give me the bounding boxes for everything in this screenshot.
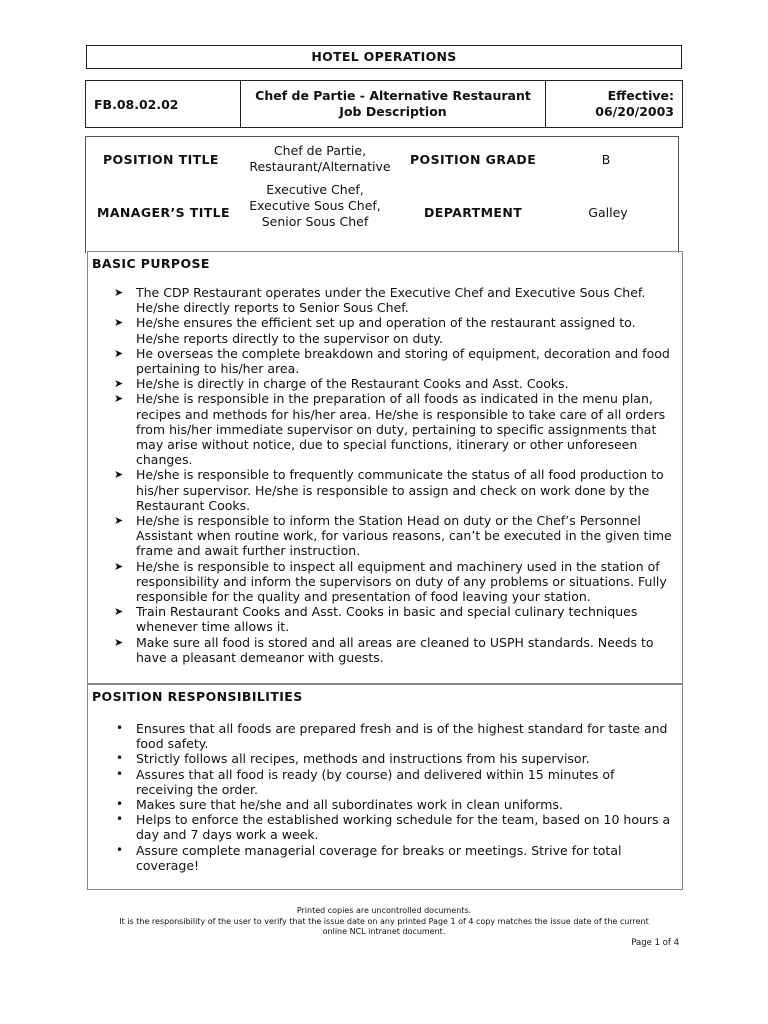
- list-item-text: Make sure all food is stored and all areas are cleaned to USPH standards. Needs to have a pleasant demeanor with guests.: [136, 634, 654, 665]
- position-title-value-line1: Chef de Partie,: [273, 143, 367, 158]
- basic-purpose-heading: BASIC PURPOSE: [92, 256, 210, 271]
- arrow-bullet-icon: ➤: [114, 605, 124, 619]
- position-grade-label: POSITION GRADE: [410, 152, 537, 167]
- list-item: [114, 635, 674, 665]
- dot-bullet-icon: •: [116, 797, 124, 812]
- manager-title-line1: Executive Chef,: [266, 182, 364, 197]
- footer-line1: Printed copies are uncontrolled documents.: [296, 906, 472, 915]
- department-value: Galley: [588, 205, 628, 220]
- document-title: [241, 81, 546, 127]
- arrow-bullet-icon: ➤: [114, 514, 124, 528]
- effective-label: Effective:: [607, 88, 674, 103]
- list-item-text: He/she is responsible to inform the Station Head on duty or the Chef’s Personnel Assistant when routine work, for various reasons, can’t be executed in the given time frame and await further instruction.: [136, 513, 672, 559]
- list-item: [114, 559, 674, 605]
- list-item-text: He overseas the complete breakdown and storing of equipment, decoration and food pertaining to his/her area.: [136, 345, 670, 377]
- document-title-line2: Job Description: [339, 104, 447, 119]
- arrow-bullet-icon: ➤: [114, 559, 124, 573]
- list-item: [114, 751, 674, 766]
- effective-date-cell: [546, 81, 682, 127]
- arrow-bullet-icon: ➤: [114, 392, 124, 406]
- manager-title-line2: Executive Sous Chef,: [249, 198, 381, 213]
- dot-bullet-icon: •: [116, 812, 124, 827]
- list-item-text: Train Restaurant Cooks and Asst. Cooks in basic and special culinary techniques whenever time allows it.: [136, 604, 638, 635]
- position-title-value: [240, 143, 400, 175]
- position-responsibilities-list: [114, 721, 674, 873]
- list-item-text: Ensures that all foods are prepared fresh and is of the highest standard for taste and food safety.: [136, 721, 668, 752]
- list-item-text: He/she is responsible to frequently communicate the status of all food production to his/her supervisor. He/she is responsible to assign and check on work done by the Restaurant Cooks.: [136, 467, 664, 513]
- dot-bullet-icon: •: [116, 751, 124, 766]
- footer-line3: online NCL intranet document.: [322, 927, 446, 936]
- list-item: [114, 797, 674, 812]
- position-responsibilities-section: [87, 684, 683, 890]
- arrow-bullet-icon: ➤: [114, 468, 124, 482]
- document-info-row: [85, 80, 683, 128]
- list-item: [114, 346, 674, 376]
- list-item-text: He/she ensures the efficient set up and operation of the restaurant assigned to. He/she reports directly to the supervisor on duty.: [136, 315, 636, 346]
- list-item-text: The CDP Restaurant operates under the Executive Chef and Executive Sous Chef. He/she directly reports to Senior Sous Chef.: [136, 285, 646, 316]
- dot-bullet-icon: •: [116, 721, 124, 735]
- basic-purpose-list: [114, 285, 674, 665]
- manager-title-label: MANAGER’S TITLE: [97, 205, 230, 220]
- list-item-text: Assure complete managerial coverage for breaks or meetings. Strive for total coverage!: [136, 842, 622, 873]
- list-item: [114, 285, 674, 315]
- basic-purpose-section: [87, 251, 683, 684]
- arrow-bullet-icon: ➤: [114, 635, 124, 649]
- dot-bullet-icon: •: [116, 766, 124, 781]
- position-title-label: POSITION TITLE: [103, 152, 219, 167]
- arrow-bullet-icon: ➤: [114, 346, 124, 360]
- position-grade-value: B: [601, 152, 611, 167]
- list-item: [114, 315, 674, 345]
- department-label: DEPARTMENT: [424, 205, 523, 220]
- footer-line2: It is the responsibility of the user to verify that the issue date on any printed Page 1 of 4 copy matches the issue date of the current: [119, 916, 649, 926]
- document-title-line1: Chef de Partie - Alternative Restaurant: [255, 88, 531, 103]
- dot-bullet-icon: •: [116, 842, 124, 857]
- list-item-text: Makes sure that he/she and all subordinates work in clean uniforms.: [136, 797, 563, 813]
- list-item: [114, 467, 674, 513]
- list-item-text: He/she is directly in charge of the Restaurant Cooks and Asst. Cooks.: [136, 376, 569, 392]
- list-item: [114, 391, 674, 467]
- list-item: [114, 513, 674, 559]
- list-item-text: Assures that all food is ready (by course) and delivered within 15 minutes of receiving the order.: [136, 766, 615, 797]
- arrow-bullet-icon: ➤: [114, 286, 124, 299]
- effective-date: 06/20/2003: [595, 104, 674, 119]
- document-header: HOTEL OPERATIONS: [86, 45, 682, 69]
- list-item: [114, 721, 674, 751]
- list-item-text: Strictly follows all recipes, methods and instructions from his supervisor.: [136, 751, 590, 767]
- list-item: [114, 812, 674, 842]
- list-item-text: He/she is responsible to inspect all equipment and machinery used in the station of responsibility and inform the supervisors on duty of any problems or situations. Fully responsible for the quality and presentation of food leaving your station.: [136, 558, 667, 605]
- list-item: [114, 376, 674, 391]
- manager-title-value: [240, 182, 390, 230]
- list-item-text: Helps to enforce the established working schedule for the team, based on 10 hours a day and 7 days work a week.: [136, 812, 671, 843]
- footer-notice: [80, 906, 688, 938]
- position-responsibilities-heading: POSITION RESPONSIBILITIES: [92, 689, 303, 704]
- position-title-value-line2: Restaurant/Alternative: [249, 159, 391, 174]
- list-item: [114, 604, 674, 634]
- arrow-bullet-icon: ➤: [114, 316, 124, 330]
- page-number: Page 1 of 4: [631, 938, 679, 948]
- arrow-bullet-icon: ➤: [114, 377, 124, 391]
- list-item: [114, 843, 674, 873]
- list-item-text: He/she is responsible in the preparation of all foods as indicated in the menu plan, recipes and methods for his/her area. He/she is responsible to take care of all orders from his/her immediate supervisor on duty, pertaining to specific assignments that may arise without notice, due to special functions, itinerary or other unforeseen changes.: [136, 391, 666, 468]
- document-code: FB.08.02.02: [86, 81, 241, 127]
- manager-title-line3: Senior Sous Chef: [261, 214, 369, 229]
- list-item: [114, 767, 674, 797]
